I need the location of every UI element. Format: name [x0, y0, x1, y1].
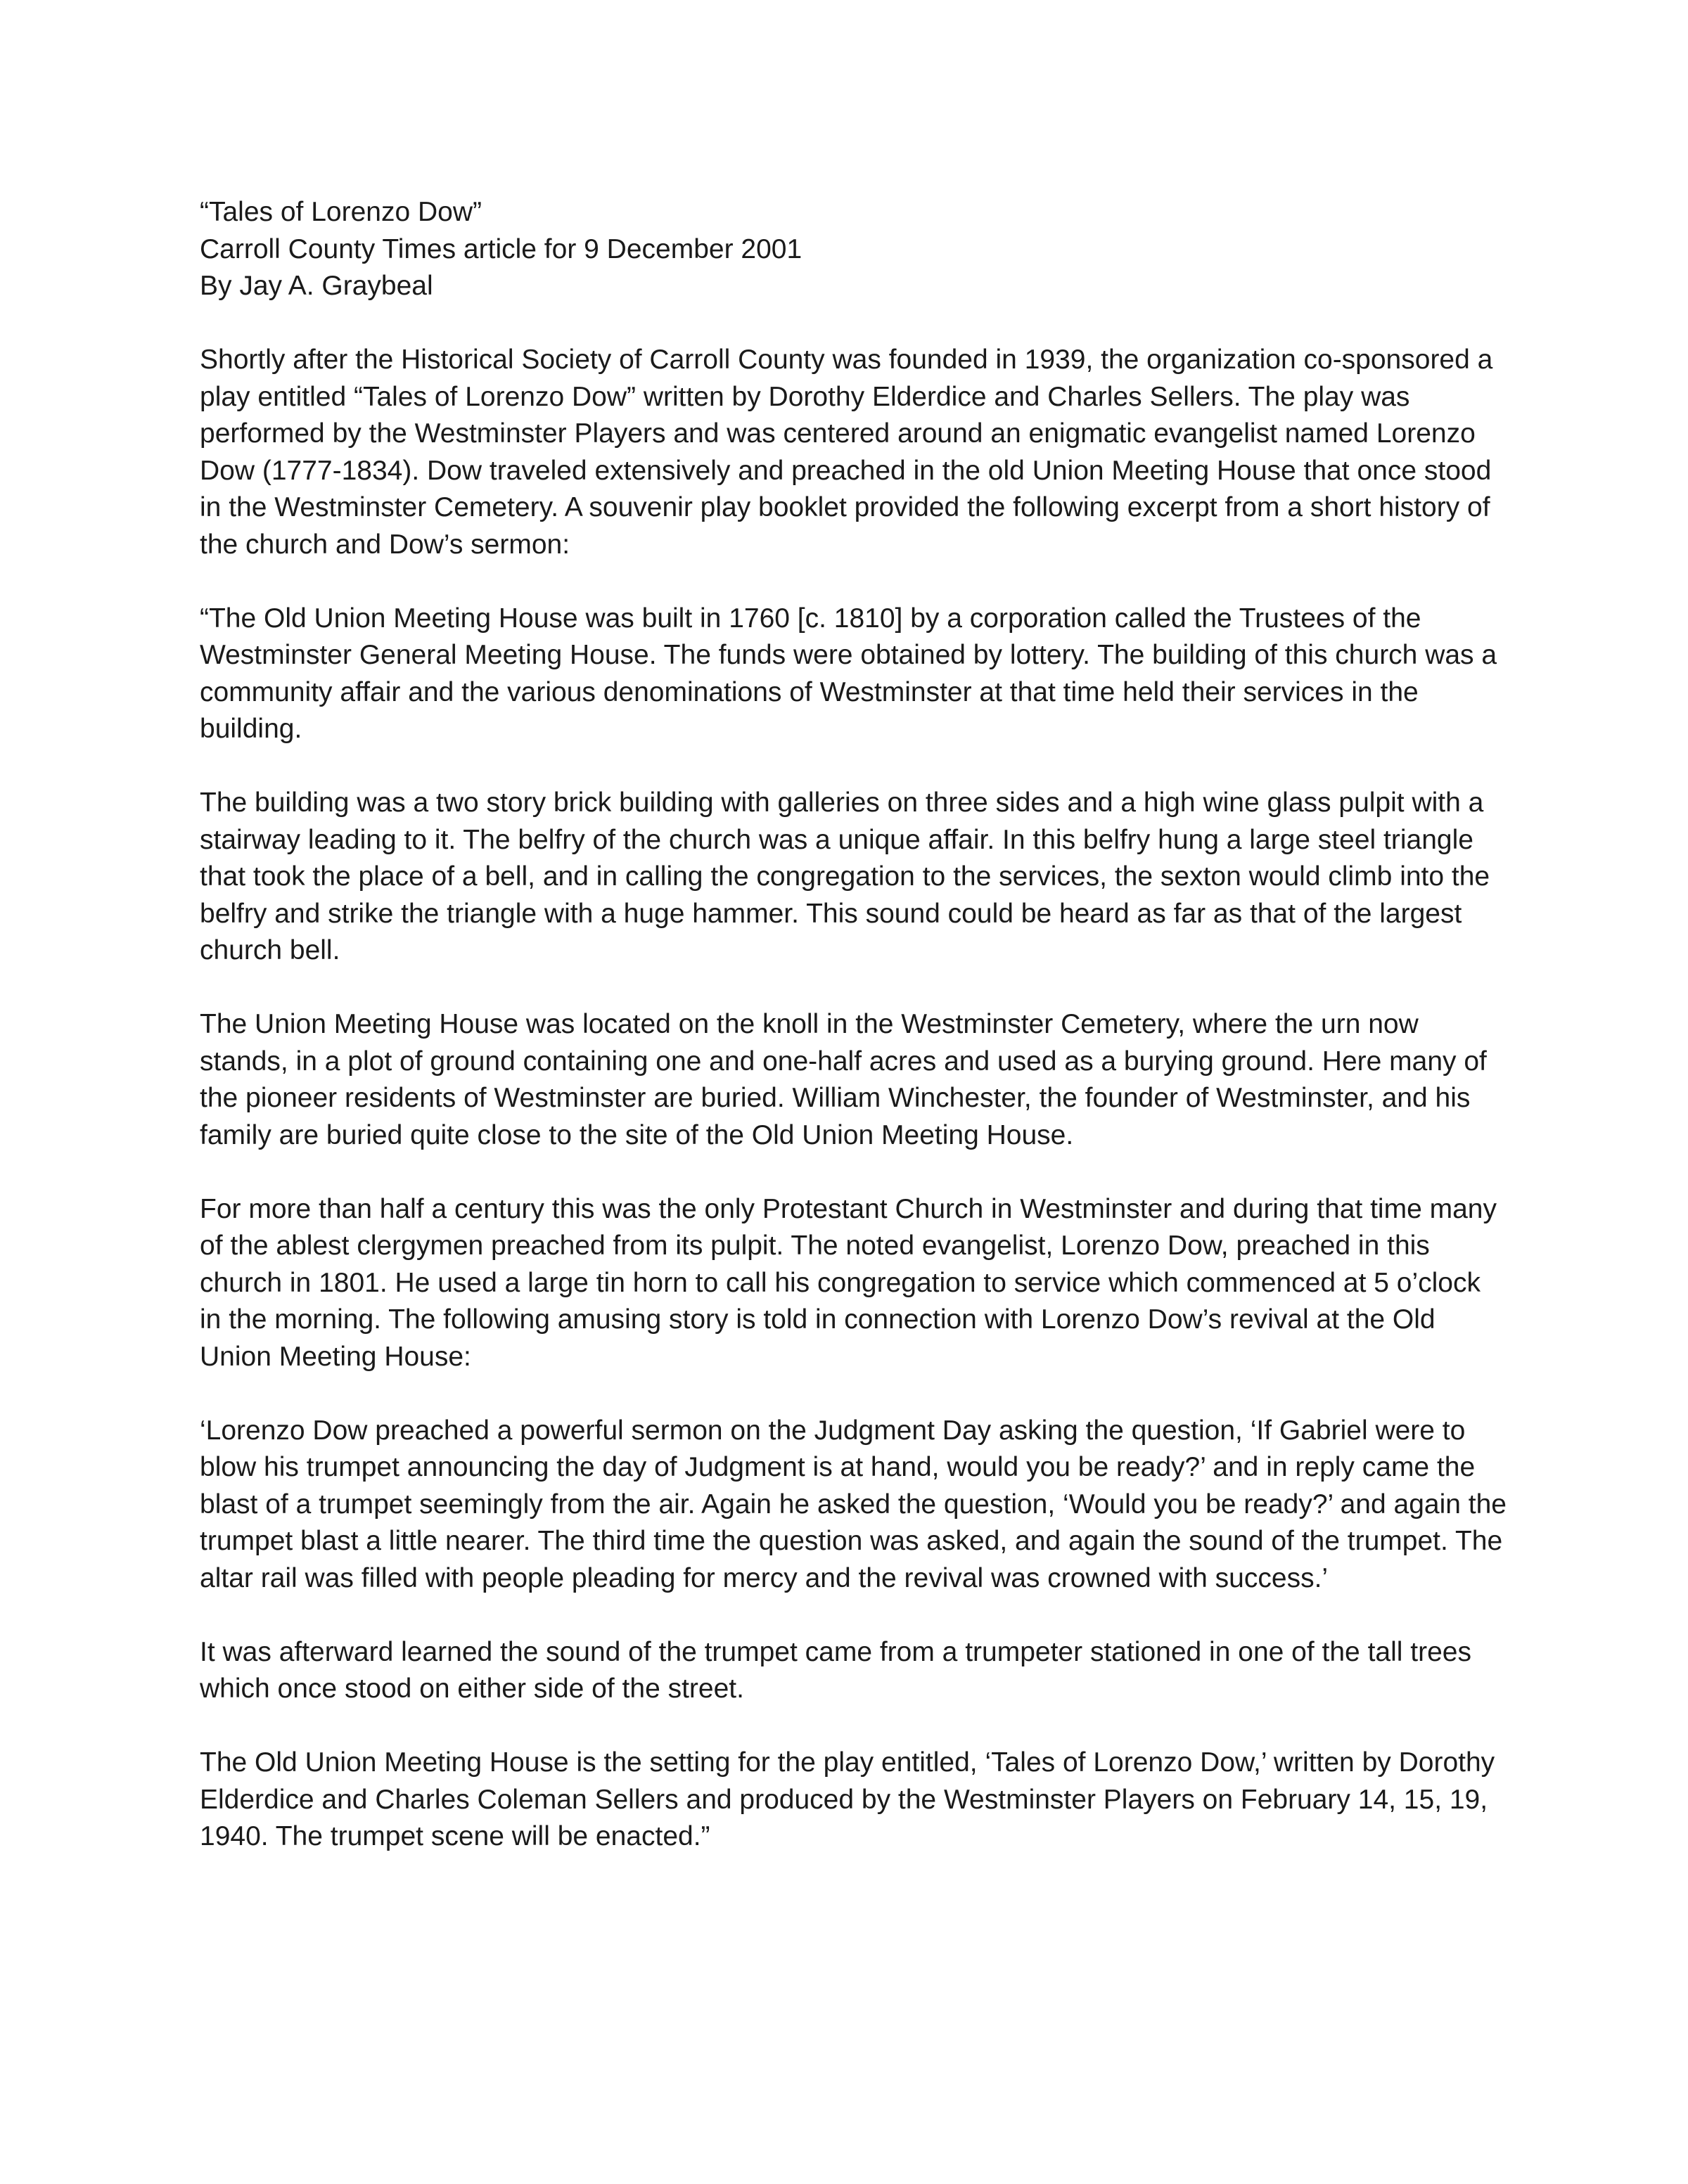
paragraph-building-description: The building was a two story brick building with galleries on three sides and a high wine glass pulpit with a stairway leading to it. The belfry of the church was a unique affair. In this belfry hung a large steel triangle that took the place of a bell, and in calling the congregation to the services, the sexton would climb into the belfry and strike the triangle with a huge hammer. This sound could be heard as far as that of the largest church bell. [200, 788, 1490, 965]
paragraph-play-setting: The Old Union Meeting House is the setting for the play entitled, ‘Tales of Lorenzo Dow,’ written by Dorothy Elderdice and Charles Coleman Sellers and produced by the Westminster Players on February 14, 15, 19, 1940. The trumpet scene will be enacted.” [200, 1747, 1495, 1851]
document-header [200, 194, 1508, 305]
paragraph-intro: Shortly after the Historical Society of Carroll County was founded in 1939, the organization co-sponsored a play entitled “Tales of Lorenzo Dow” written by Dorothy Elderdice and Charles Sellers. The play was performed by the Westminster Players and was centered around an enigmatic evangelist named Lorenzo Dow (1777-1834). Dow traveled extensively and preached in the old Union Meeting House that once stood in the Westminster Cemetery. A souvenir play booklet provided the following excerpt from a short history of the church and Dow’s sermon: [200, 345, 1493, 560]
article-title: “Tales of Lorenzo Dow” [200, 197, 482, 227]
article-byline: By Jay A. Graybeal [200, 271, 433, 301]
article-publication-line: Carroll County Times article for 9 December 2001 [200, 233, 803, 264]
paragraph-trumpeter: It was afterward learned the sound of the trumpet came from a trumpeter stationed in one of the tall trees which once stood on either side of the street. [200, 1636, 1471, 1704]
paragraph-quote-origin: “The Old Union Meeting House was built in 1760 [c. 1810] by a corporation called the Trustees of the Westminster General Meeting House. The funds were obtained by lottery. The building of this church was a community affair and the various denominations of Westminster at that time held their services in the building. [200, 603, 1497, 744]
paragraph-judgment-sermon: ‘Lorenzo Dow preached a powerful sermon on the Judgment Day asking the question, ‘If Gabriel were to blow his trumpet announcing the day of Judgment is at hand, would you be ready?’ and in reply came the blast of a trumpet seemingly from the air. Again he asked the question, ‘Would you be ready?’ and again the trumpet blast a little nearer. The third time the question was asked, and again the sound of the trumpet. The altar rail was filled with people pleading for mercy and the revival was crowned with success.’ [200, 1415, 1507, 1593]
document-page [200, 194, 1508, 1856]
paragraph-location: The Union Meeting House was located on the knoll in the Westminster Cemetery, where the urn now stands, in a plot of ground containing one and one-half acres and used as a burying ground. Here many of the pioneer residents of Westminster are buried. William Winchester, the founder of Westminster, and his family are buried quite close to the site of the Old Union Meeting House. [200, 1009, 1487, 1150]
paragraph-protestant-church: For more than half a century this was the only Protestant Church in Westminster and during that time many of the ablest clergymen preached from its pulpit. The noted evangelist, Lorenzo Dow, preached in this church in 1801. He used a large tin horn to call his congregation to service which commenced at 5 o’clock in the morning. The following amusing story is told in connection with Lorenzo Dow’s revival at the Old Union Meeting House: [200, 1193, 1497, 1372]
